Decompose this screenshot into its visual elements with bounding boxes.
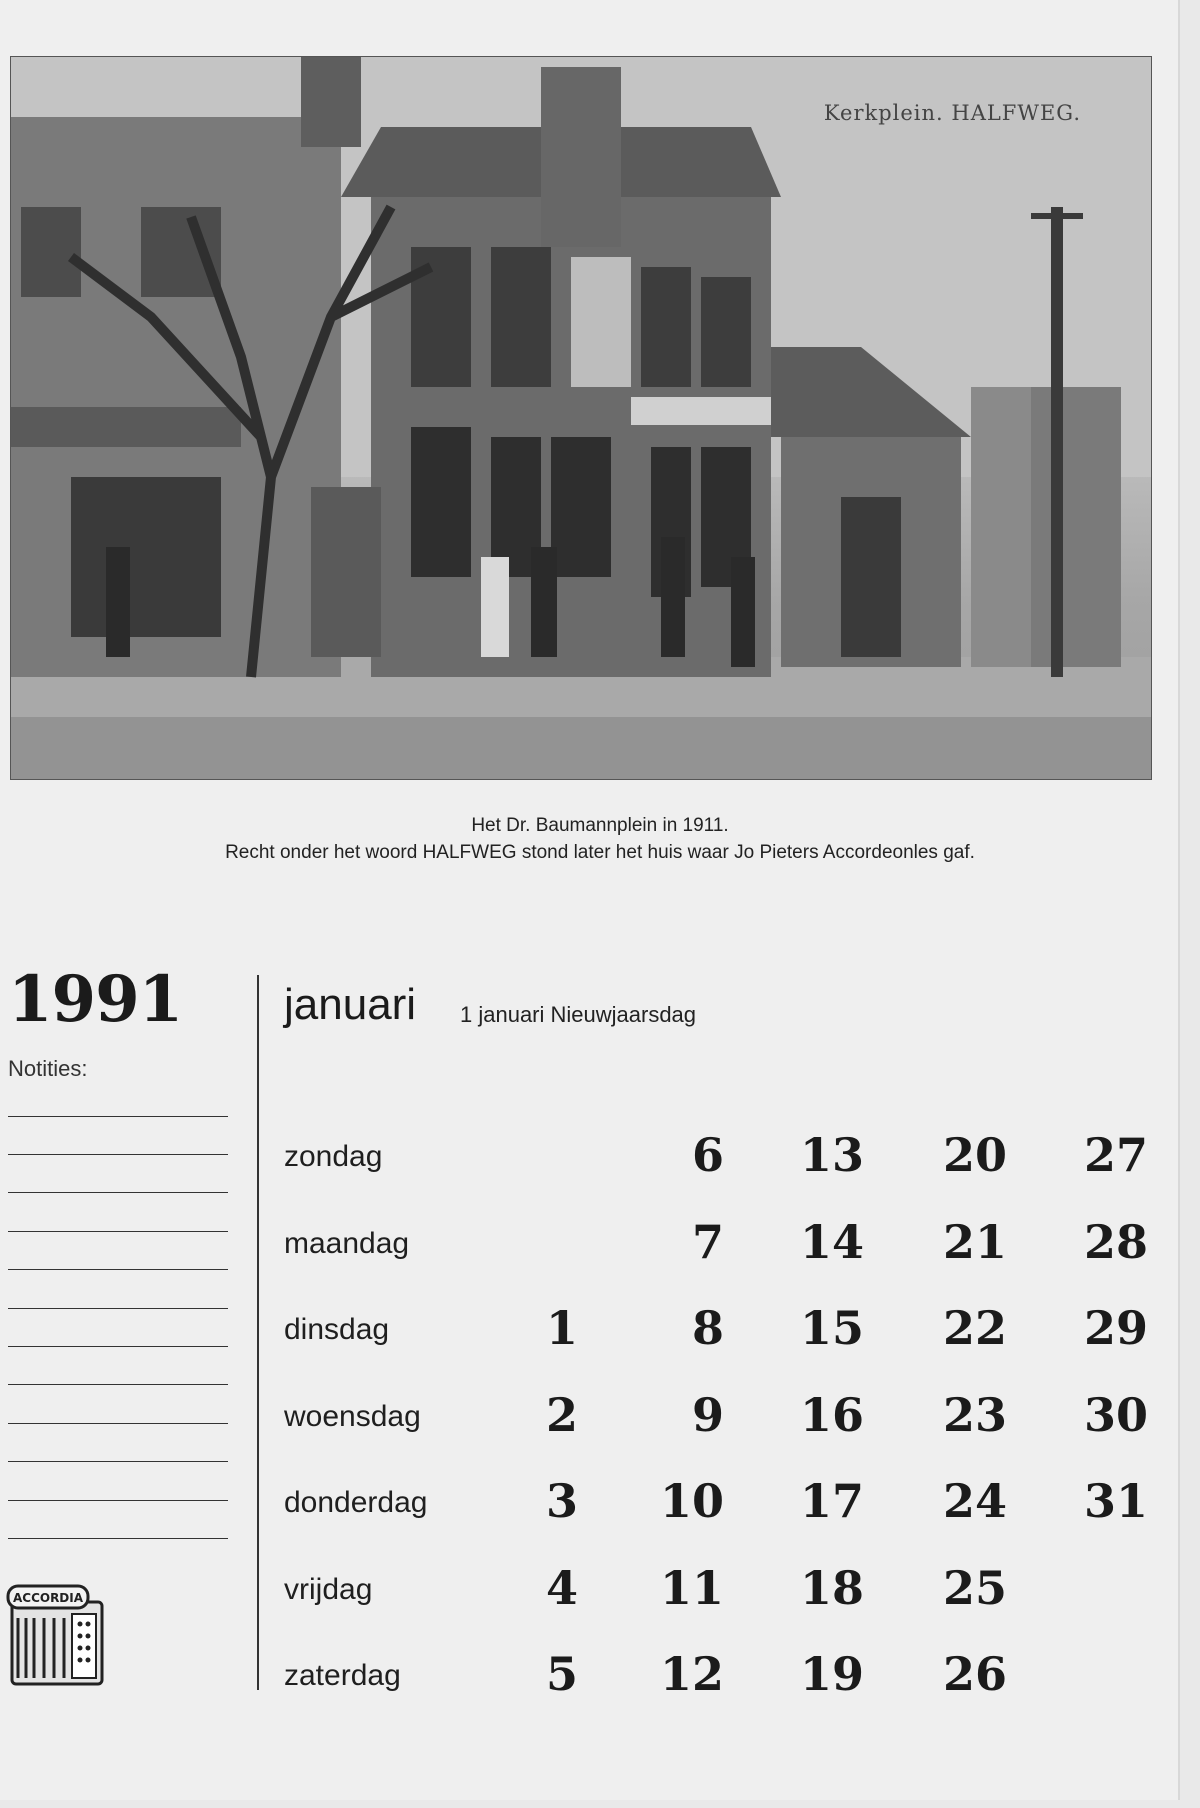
date-number: 8 xyxy=(691,1301,724,1355)
weekday-label: vrijdag xyxy=(284,1572,373,1606)
date-number: 13 xyxy=(799,1128,864,1182)
date-number: 5 xyxy=(545,1647,578,1701)
notes-line xyxy=(8,1538,228,1539)
calendar-row-maandag xyxy=(0,1215,1200,1275)
calendar-row-zaterdag xyxy=(0,1647,1200,1707)
notes-line xyxy=(8,1192,228,1193)
caption-line-2: Recht onder het woord HALFWEG stond later het huis waar Jo Pieters Accordeonles gaf. xyxy=(225,842,975,863)
date-number: 25 xyxy=(942,1560,1007,1615)
date-number: 28 xyxy=(1083,1214,1148,1269)
date-number: 24 xyxy=(942,1474,1007,1528)
date-number: 11 xyxy=(659,1560,724,1615)
notes-line xyxy=(8,1116,228,1117)
weekday-label: maandag xyxy=(284,1226,410,1260)
date-number: 29 xyxy=(1083,1301,1148,1355)
historic-photo xyxy=(10,56,1152,780)
calendar-row-zondag xyxy=(0,1128,1200,1188)
photo-illustration xyxy=(11,57,1151,779)
date-number: 12 xyxy=(659,1647,724,1701)
date-number: 4 xyxy=(545,1560,578,1615)
date-number: 22 xyxy=(942,1301,1007,1355)
weekday-label: dinsdag xyxy=(284,1313,390,1346)
date-number: 19 xyxy=(799,1647,864,1701)
date-number: 26 xyxy=(942,1647,1007,1701)
month-title: januari xyxy=(284,980,417,1029)
date-number: 6 xyxy=(691,1128,724,1182)
calendar-row-dinsdag xyxy=(0,1301,1200,1361)
date-number: 31 xyxy=(1083,1474,1148,1528)
calendar-row-vrijdag xyxy=(0,1561,1200,1621)
date-number: 14 xyxy=(799,1214,864,1269)
date-number: 21 xyxy=(942,1214,1007,1269)
date-number: 30 xyxy=(1083,1387,1148,1442)
caption-line-1: Het Dr. Baumannplein in 1911. xyxy=(471,815,729,836)
photo-overlay-text: Kerkplein. HALFWEG. xyxy=(823,101,1081,125)
date-number: 2 xyxy=(545,1387,578,1442)
notes-label: Notities: xyxy=(8,1056,88,1081)
date-number: 9 xyxy=(691,1387,724,1442)
weekday-label: zaterdag xyxy=(284,1659,401,1692)
weekday-label: zondag xyxy=(284,1140,383,1173)
date-number: 3 xyxy=(545,1474,578,1528)
weekday-label: donderdag xyxy=(284,1486,428,1519)
notes-line xyxy=(8,1461,228,1462)
date-number: 1 xyxy=(545,1301,578,1355)
year-heading: 1991 xyxy=(8,962,183,1037)
calendar-row-woensdag xyxy=(0,1388,1200,1448)
logo-text: ACCORDIA xyxy=(12,1591,84,1605)
date-number: 16 xyxy=(799,1387,864,1442)
date-number: 20 xyxy=(942,1128,1007,1182)
calendar-row-donderdag xyxy=(0,1474,1200,1534)
holiday-note: 1 januari Nieuwjaarsdag xyxy=(460,1002,697,1027)
date-number: 7 xyxy=(691,1214,724,1269)
date-number: 15 xyxy=(799,1301,864,1355)
date-number: 23 xyxy=(942,1387,1007,1442)
date-number: 17 xyxy=(799,1474,864,1528)
date-number: 27 xyxy=(1083,1128,1148,1182)
date-number: 10 xyxy=(659,1474,724,1528)
photo-caption xyxy=(0,812,1200,866)
date-number: 18 xyxy=(799,1560,864,1615)
notes-line xyxy=(8,1384,228,1385)
weekday-label: woensdag xyxy=(284,1399,421,1433)
